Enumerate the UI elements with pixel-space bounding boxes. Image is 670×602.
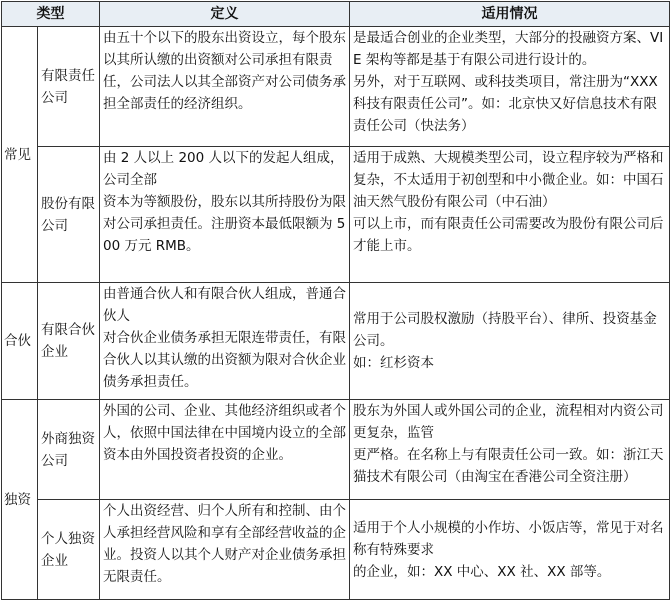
table-row — [2, 283, 670, 400]
usage-text: 常用于公司股权激励（持股平台）、律所、投资基金公司。 如：红杉资本 — [353, 311, 657, 371]
subtype-cell — [38, 27, 100, 147]
usage-text: 适用于成熟、大规模类型公司，设立程序较为严格和复杂，不太适用于初创型和中小微企业。如：中国石油天然气股份有限公司（中石油） 可以上市，而有限责任公司需要改为股份有限公司后才能上市。 — [353, 150, 664, 254]
category-cell — [2, 283, 38, 400]
usage-cell — [350, 147, 670, 283]
definition-text: 个人出资经营、归个人所有和控制、由个人承担经营风险和享有全部经营收益的企业。投资人以其个人财产对企业债务承担无限责任。 — [103, 503, 346, 585]
definition-text: 由普通合伙人和有限合伙人组成，普通合伙人 对合伙企业债务承担无限连带责任，有限合伙人以其认缴的出资额为限对合伙企业债务承担责任。 — [103, 286, 346, 390]
category-label: 合伙 — [4, 333, 31, 349]
subtype-label: 个人独资 企业 — [41, 530, 95, 569]
category-label: 常见 — [4, 146, 31, 163]
category-label: 独资 — [4, 491, 31, 508]
definition-cell — [100, 500, 350, 600]
definition-cell — [100, 147, 350, 283]
category-cell — [2, 27, 38, 283]
subtype-cell — [38, 500, 100, 600]
definition-text: 由五十个以下的股东出资设立，每个股东以其所认缴的出资额对公司承担有限责任，公司法人以其全部资产对公司债务承担全部责任的经济组织。 — [103, 30, 346, 112]
subtype-label: 股份有限 公司 — [41, 195, 95, 234]
definition-text: 由 2 人以上 200 人以下的发起人组成，公司全部 资本为等额股份，股东以其所持股份为限对公司承担责任。注册资本最低限额为 500 万元 RMB。 — [103, 150, 346, 254]
definition-cell — [100, 283, 350, 400]
usage-cell — [350, 500, 670, 600]
subtype-label: 有限责任 公司 — [41, 67, 95, 106]
definition-text: 外国的公司、企业、其他经济组织或者个人，依照中国法律在中国境内设立的全部资本由外国投资者投资的企业。 — [103, 403, 346, 463]
category-cell — [2, 400, 38, 600]
header-definition: 定义 — [100, 2, 350, 27]
subtype-label: 有限合伙 企业 — [41, 322, 95, 360]
subtype-cell — [38, 400, 100, 500]
table-row — [2, 27, 670, 147]
header-usage: 适用情况 — [350, 2, 670, 27]
usage-text: 是最适合创业的企业类型，大部分的投融资方案、VIE 架构等都是基于有限公司进行设计的。 另外，对于互联网、或科技类项目，常注册为“XXX 科技有限责任公司”。如：北京快又好信息技术有限责任公司（快法务） — [353, 30, 664, 134]
subtype-cell — [38, 283, 100, 400]
company-type-table — [1, 1, 670, 600]
usage-cell — [350, 283, 670, 400]
table-row — [2, 500, 670, 600]
table-row — [2, 400, 670, 500]
table-row — [2, 147, 670, 283]
usage-cell — [350, 27, 670, 147]
subtype-label: 外商独资 公司 — [41, 430, 95, 469]
definition-cell — [100, 400, 350, 500]
usage-cell — [350, 400, 670, 500]
usage-text: 股东为外国人或外国公司的企业，流程相对内资公司更复杂，监管 更严格。在名称上与有限责任公司一致。如：浙江天猫技术有限公司（由淘宝在香港公司全资注册） — [353, 403, 664, 485]
header-type: 类型 — [2, 2, 100, 27]
header-row — [2, 2, 670, 27]
subtype-cell — [38, 147, 100, 283]
usage-text: 适用于个人小规模的小作坊、小饭店等，常见于对名称有特殊要求 的企业，如：XX 中心、XX 社、XX 部等。 — [353, 519, 664, 580]
definition-cell — [100, 27, 350, 147]
